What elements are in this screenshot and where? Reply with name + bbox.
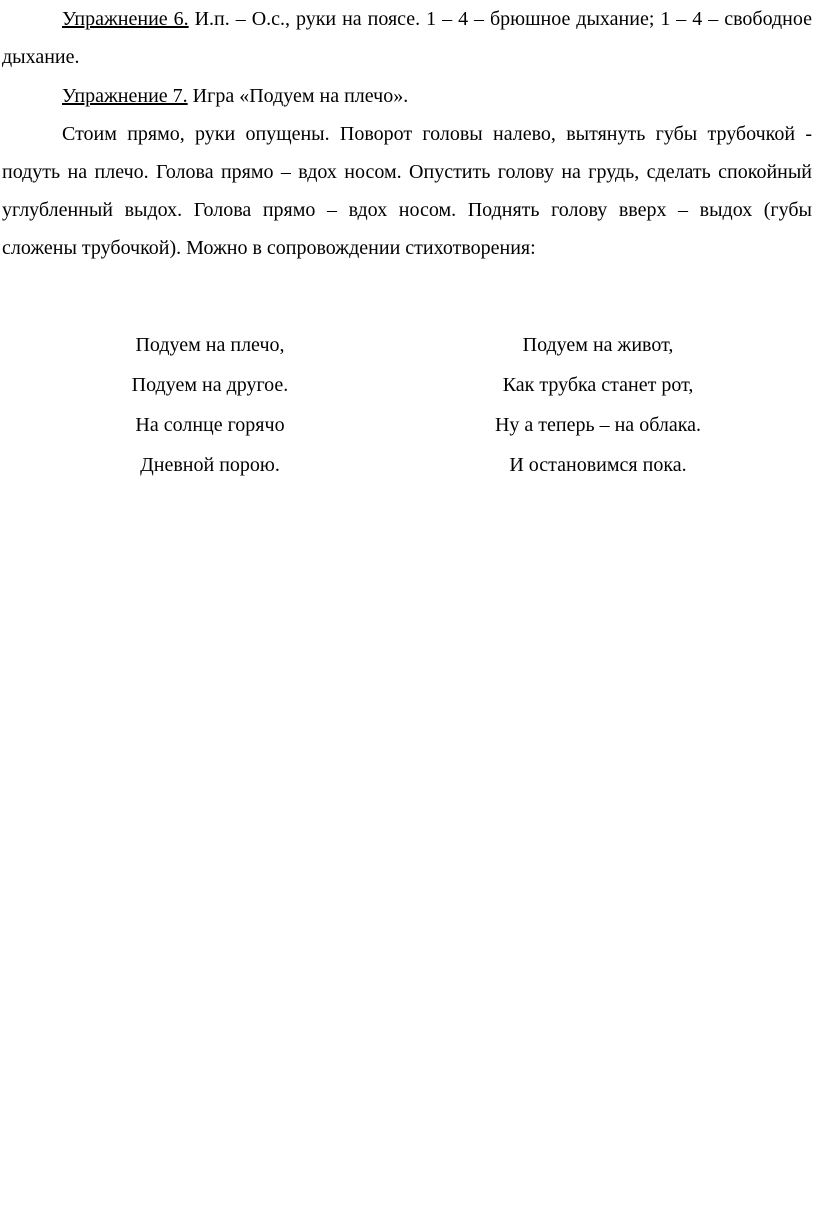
poem-left-column	[60, 325, 360, 485]
exercise-7-description: Стоим прямо, руки опущены. Поворот головы налево, вытянуть губы трубочкой - подуть на плечо. Голова прямо – вдох носом. Опустить голову на грудь, сделать спокойный углубленный выдох. Голова прямо – вдох носом. Поднять голову вверх – выдох (губы сложены трубочкой). Можно в сопровождении стихотворения:	[2, 123, 812, 259]
poem-line: Ну а теперь – на облака.	[494, 414, 702, 436]
exercise-6-text: И.п. – О.с., руки на поясе. 1 – 4 – брюшное дыхание; 1 – 4 – свободное дыхание.	[2, 8, 812, 68]
poem-line: Дневной порою.	[140, 454, 280, 476]
poem-line: Подуем на плечо,	[135, 334, 285, 356]
poem-line: Как трубка станет рот,	[502, 374, 694, 396]
poem-line: Подуем на другое.	[131, 374, 289, 396]
exercise-7-game-name: Игра «Подуем на плечо».	[187, 85, 409, 107]
exercise-7-title: Упражнение 7.	[62, 85, 188, 107]
poem-line: Подуем на живот,	[522, 334, 674, 356]
poem-right-column	[448, 325, 748, 485]
poem-line: На солнце горячо	[135, 414, 285, 436]
exercise-6-title: Упражнение 6.	[62, 8, 189, 30]
poem-line: И остановимся пока.	[509, 454, 687, 476]
exercise-7-heading-paragraph	[2, 77, 812, 115]
exercise-6-paragraph	[2, 0, 812, 76]
